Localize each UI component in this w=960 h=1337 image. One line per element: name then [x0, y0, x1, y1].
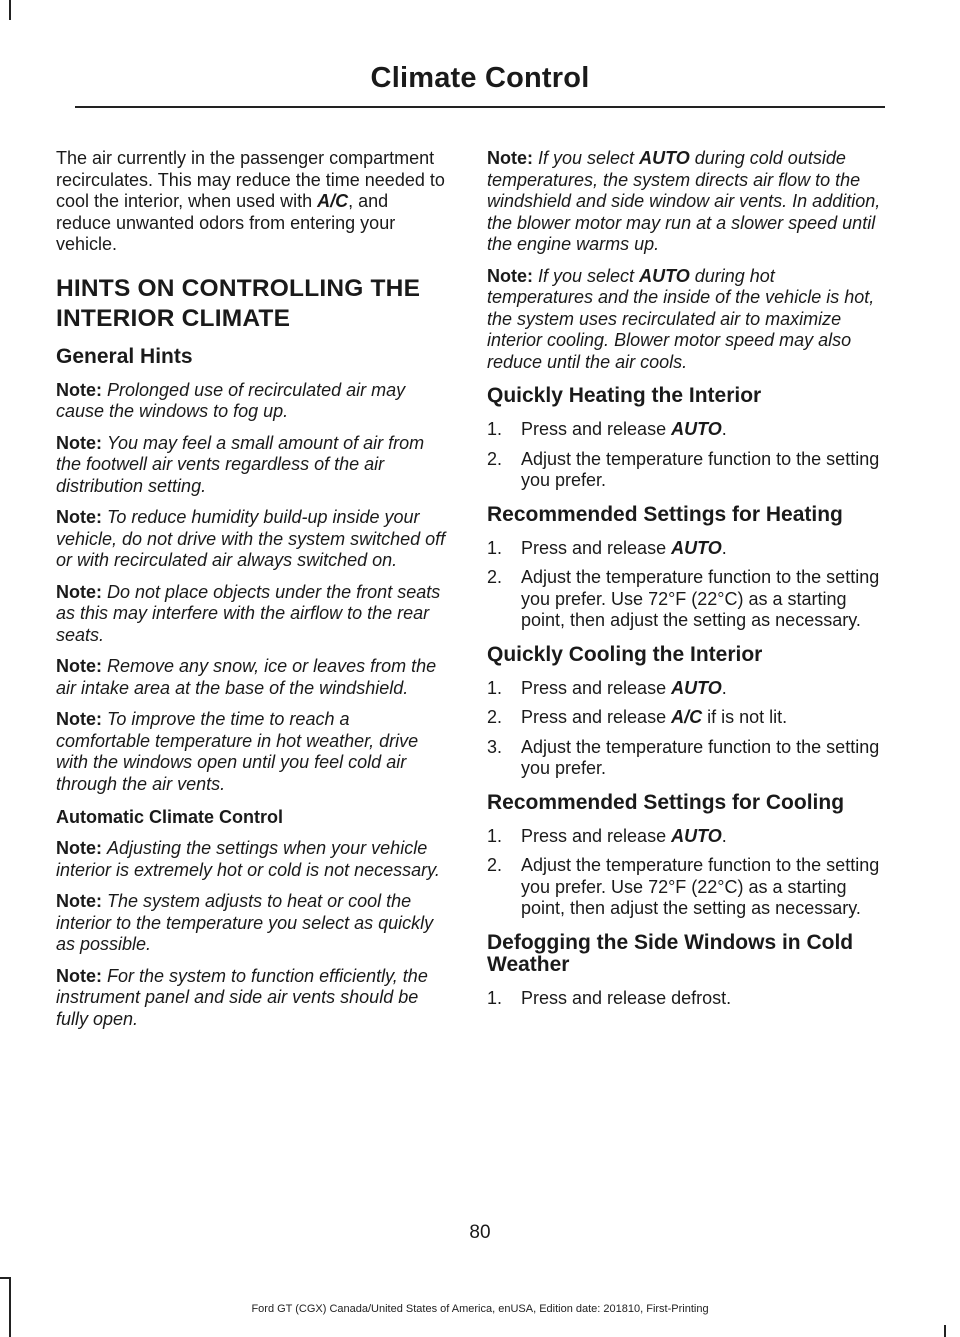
list-item: 1. Press and release AUTO. — [487, 419, 727, 439]
subheading-general-hints: General Hints — [56, 344, 193, 368]
subheading-recommended-heating: Recommended Settings for Heating — [487, 502, 843, 526]
section-heading-hints: HINTS ON CONTROLLING THE INTERIOR CLIMATE — [56, 274, 421, 332]
list-item: 3. Adjust the temperature function to the setting you prefer. — [487, 736, 880, 778]
note-paragraph: Note: To improve the time to reach a comfortable temperature in hot weather, drive with the windows open until you feel cold air through the air vents. — [56, 709, 419, 794]
subheading-recommended-cooling: Recommended Settings for Cooling — [487, 790, 845, 814]
note-paragraph: Note: To reduce humidity build-up inside your vehicle, do not drive with the system switched off or with recirculated air always switched on. — [56, 507, 446, 570]
note-paragraph: Note: If you select AUTO during hot temperatures and the inside of the vehicle is hot, the system uses recirculated air to maximize interior cooling. Blower motor speed may also reduce until the air cools. — [487, 265, 875, 372]
steps-quickly-heating — [487, 419, 882, 492]
note-paragraph: Note: You may feel a small amount of air from the footwell air vents regardless of the air distribution setting. — [56, 432, 425, 496]
note-paragraph: Note: Prolonged use of recirculated air may cause the windows to fog up. — [56, 379, 406, 421]
list-item: 2. Adjust the temperature function to the setting you prefer. Use 72°F (22°C) as a starting point, then adjust the setting as necessary. — [487, 567, 880, 630]
note-paragraph: Note: For the system to function efficiently, the instrument panel and side air vents should be fully open. — [56, 965, 428, 1029]
footer-edition-text: Ford GT (CGX) Canada/United States of America, enUSA, Edition date: 201810, First-Printing — [251, 1303, 709, 1315]
steps-recommended-heating — [487, 538, 882, 632]
crop-mark-bottom-left-horizontal — [0, 1277, 11, 1279]
page-header-title: Climate Control — [370, 62, 590, 94]
note-paragraph: Note: Adjusting the settings when your vehicle interior is extremely hot or cold is not necessary. — [56, 838, 440, 880]
intro-paragraph: The air currently in the passenger compartment recirculates. This may reduce the time needed to cool the interior, when used with A/C, and reduce unwanted odors from entering your vehicle. — [56, 148, 445, 254]
list-item: 1. Press and release AUTO. — [487, 825, 727, 846]
steps-defogging — [487, 988, 882, 1010]
note-paragraph: Note: Do not place objects under the front seats as this may interfere with the airflow to the rear seats. — [56, 581, 441, 645]
note-paragraph: Note: The system adjusts to heat or cool the interior to the temperature you select as quickly as possible. — [56, 891, 434, 954]
subheading-quickly-cooling: Quickly Cooling the Interior — [487, 642, 763, 666]
list-item: 2. Adjust the temperature function to the setting you prefer. Use 72°F (22°C) as a starting point, then adjust the setting as necessary. — [487, 855, 880, 918]
list-item: 2. Press and release A/C if is not lit. — [487, 707, 788, 727]
subheading-defogging-side-windows: Defogging the Side Windows in Cold Weather — [487, 930, 854, 976]
steps-recommended-cooling — [487, 826, 882, 920]
list-item: 2. Adjust the temperature function to the setting you prefer. — [487, 448, 880, 490]
steps-quickly-cooling — [487, 678, 882, 780]
page-number: 80 — [469, 1222, 491, 1243]
list-item: 1. Press and release defrost. — [487, 987, 732, 1008]
right-column — [487, 148, 882, 1017]
note-paragraph: Note: Remove any snow, ice or leaves from the air intake area at the base of the windshield. — [56, 656, 437, 698]
crop-mark-bottom-right — [944, 1325, 946, 1337]
header-divider — [75, 106, 885, 108]
note-paragraph: Note: If you select AUTO during cold outside temperatures, the system directs air flow to the windshield and side window air vents. In addition, the blower motor may run at a slower speed until the engine warms up. — [487, 148, 881, 254]
subheading-quickly-heating: Quickly Heating the Interior — [487, 384, 762, 407]
crop-mark-top-left — [9, 0, 11, 20]
left-column — [56, 148, 448, 1040]
list-item: 1. Press and release AUTO. — [487, 677, 727, 698]
list-item: 1. Press and release AUTO. — [487, 537, 727, 558]
subheading-automatic-climate-control: Automatic Climate Control — [56, 807, 284, 827]
